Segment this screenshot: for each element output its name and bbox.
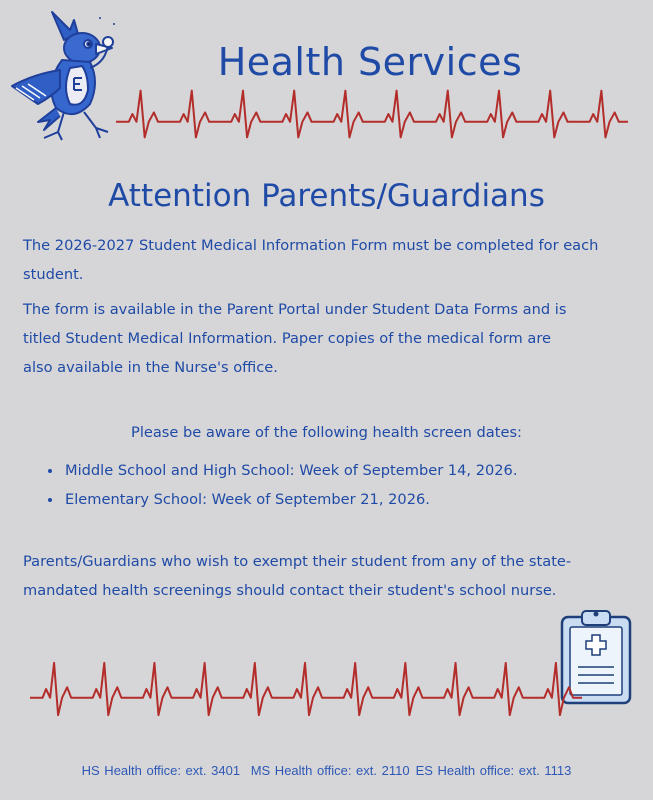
footer-contacts <box>0 763 653 778</box>
heartbeat-line-icon <box>116 88 628 140</box>
blue-jay-mascot-icon <box>4 4 122 146</box>
form-availability-text: The form is available in the Parent Portal under Student Data Forms and is titled Student Medical Information. Paper copies of the medical form are also available in the Nurse's office. <box>23 301 567 376</box>
ms-health-office: MS Health office: ext. 2110 <box>250 763 410 778</box>
page-title: Health Services <box>217 40 523 84</box>
screen-dates-intro: Please be aware of the following health screen dates: <box>131 424 522 441</box>
list-item: • Middle School and High School: Week of September 14, 2026. <box>63 456 517 485</box>
list-item: • Elementary School: Week of September 21, 2026. <box>63 485 517 514</box>
form-notice-text: The 2026-2027 Student Medical Information Form must be completed for each student. <box>23 237 599 283</box>
heartbeat-line-icon <box>30 660 582 718</box>
exemption-text: Parents/Guardians who wish to exempt their student from any of the state-mandated health screenings should contact their student's school nurse. <box>23 553 572 599</box>
hs-health-office: HS Health office: ext. 3401 <box>81 763 241 778</box>
screen-dates-list <box>45 456 517 514</box>
es-health-office: ES Health office: ext. 1113 <box>415 763 572 778</box>
section-heading: Attention Parents/Guardians <box>108 178 545 214</box>
